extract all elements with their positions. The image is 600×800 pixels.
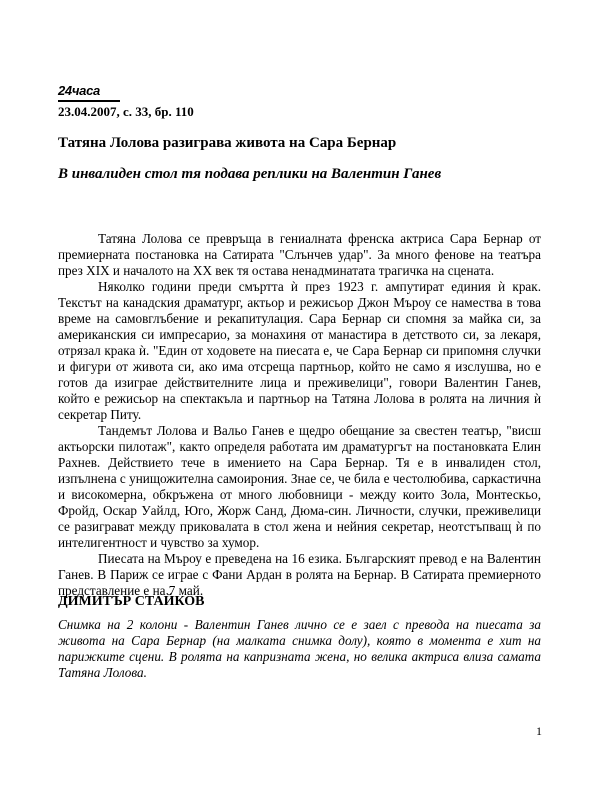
article-body [58, 231, 541, 599]
photo-caption: Снимка на 2 колони - Валентин Ганев лично се е заел с превода на пиесата за живота на Сара Бернар (на малката снимка долу), която в момента е хит на парижките сцени. В ролята на капризната жена, но велика актриса влиза самата Татяна Лолова. [58, 617, 541, 680]
article-paragraph: Тандемът Лолова и Вальо Ганев е щедро обещание за свестен театър, "висш актьорски пилотаж", както определя работата им драматургът на постановката Елин Рахнев. Действието тече в имението на Сара Бернар. Тя е в инвалиден стол, изпълнена с унищожителна самоирония. Знае се, че била е честолюбива, саркастична и високомерна, обкръжена от много любовници - между които Зола, Монтескьо, Фройд, Оскар Уайлд, Юго, Жорж Санд, Дюма-син. Личности, случки, преживелици се разиграват между приковалата в стол жена и нейния секретар, неотстъпващ ѝ по интелигентност и чувство за хумор. [58, 423, 541, 550]
dateline: 23.04.2007, с. 33, бр. 110 [58, 104, 194, 119]
page-number: 1 [536, 724, 542, 738]
article-paragraph: Няколко години преди смъртта ѝ през 1923 г. ампутират единия ѝ крак. Текстът на канадския драматург, актьор и режисьор Джон Мъроу се намества в това време на самовглъбение и рекапитулация. Сара Бернар си спомня за майка си, за американския си импресарио, за монахиня от манастира в детството си, за лекаря, отрязал крака ѝ. "Един от ходовете на пиесата е, че Сара Бернар си припомня случки и фигури от живота си, ако има отсреща партньор, който не само я изслушва, но е готов да изиграе действителните лица и преживелици", говори Валентин Ганев, който е режисьор на спектакъла и партньор на Татяна Лолова в ролята на личния ѝ секретар Питу. [58, 279, 541, 422]
article-title: Татяна Лолова разиграва живота на Сара Бернар [58, 135, 397, 151]
article-paragraph: Татяна Лолова се превръща в гениалната френска актриса Сара Бернар от премиерната постановка на Сатирата "Слънчев удар". За много фенове на театъра през XIX и началото на XX век тя остава ненадминатата трагичка на сцената. [58, 231, 541, 278]
article-author: ДИМИТЪР СТАЙКОВ [58, 594, 205, 609]
article-subtitle: В инвалиден стол тя подава реплики на Валентин Ганев [58, 166, 442, 182]
newspaper-logo: 24часа [58, 84, 120, 102]
article-paragraph: Пиесата на Мъроу е преведена на 16 езика. Българският превод е на Валентин Ганев. В Париж се играе с Фани Ардан в ролята на Бернар. В Сатирата премиерното представление е на 7 май. [58, 551, 541, 598]
